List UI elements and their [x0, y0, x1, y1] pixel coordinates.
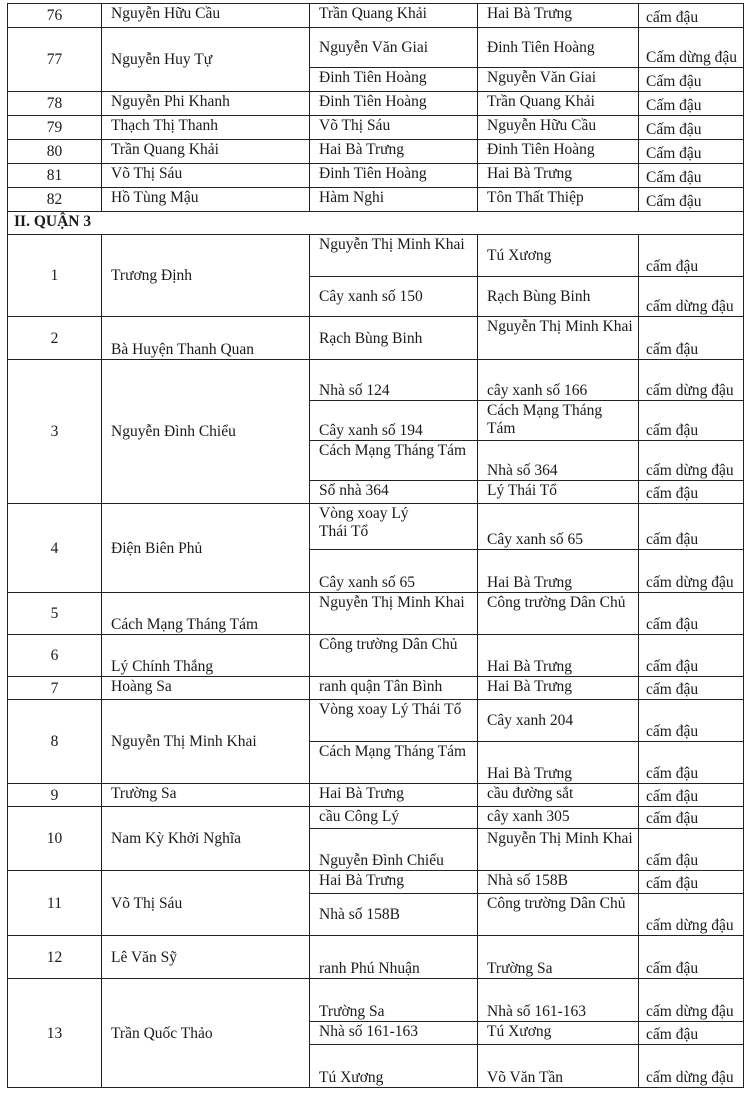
street-name: Võ Thị Sáu	[102, 871, 310, 936]
street-name: Hoàng Sa	[102, 677, 310, 700]
segment-from: Nhà số 124	[310, 360, 478, 401]
segment-to: Rạch Bùng Binh	[478, 277, 639, 317]
restriction-status: cấm dừng đậu	[639, 1045, 744, 1088]
restriction-status: cấm dừng đậu	[639, 360, 744, 401]
street-name: Nguyễn Hữu Cầu	[102, 4, 310, 28]
table-row	[8, 979, 744, 1022]
segment-to: Cây xanh số 65	[478, 504, 639, 550]
segment-from: ranh Phú Nhuận	[310, 936, 478, 979]
street-name: Nguyễn Phi Khanh	[102, 92, 310, 116]
segment-to: Nguyễn Thị Minh Khai	[478, 317, 639, 360]
table-row	[8, 871, 744, 894]
row-number: 8	[8, 700, 102, 784]
restriction-status: cấm dừng đậu	[639, 979, 744, 1022]
table-row	[8, 164, 744, 188]
restriction-status: cấm đậu	[639, 1022, 744, 1045]
segment-to: Hai Bà Trưng	[478, 164, 639, 188]
restriction-status: Cấm đậu	[639, 140, 744, 164]
row-number: 76	[8, 4, 102, 28]
table-row	[8, 360, 744, 401]
row-number: 78	[8, 92, 102, 116]
segment-to: cây xanh số 166	[478, 360, 639, 401]
row-number: 82	[8, 188, 102, 212]
segment-to: Nguyễn Hữu Cầu	[478, 116, 639, 140]
restriction-status: Cấm đậu	[639, 164, 744, 188]
table-row	[8, 92, 744, 116]
row-number: 1	[8, 235, 102, 317]
table-row	[8, 28, 744, 68]
parking-restriction-table	[7, 3, 744, 1088]
segment-from: Hai Bà Trưng	[310, 871, 478, 894]
segment-from: Cây xanh số 194	[310, 401, 478, 441]
section-title: II. QUẬN 3	[8, 212, 744, 235]
restriction-status: Cấm đậu	[639, 116, 744, 140]
segment-from: Hai Bà Trưng	[310, 784, 478, 807]
row-number: 79	[8, 116, 102, 140]
street-name: Trương Định	[102, 235, 310, 317]
street-name: Thạch Thị Thanh	[102, 116, 310, 140]
street-name: Cách Mạng Tháng Tám	[102, 593, 310, 635]
segment-from: ranh quận Tân Bình	[310, 677, 478, 700]
segment-from: Hai Bà Trưng	[310, 140, 478, 164]
restriction-status: cấm đậu	[639, 317, 744, 360]
street-name: Trần Quang Khải	[102, 140, 310, 164]
row-number: 4	[8, 504, 102, 593]
segment-from: Cây xanh số 65	[310, 550, 478, 593]
table-row	[8, 784, 744, 807]
restriction-status: cấm đậu	[639, 4, 744, 28]
segment-to: Đinh Tiên Hoàng	[478, 140, 639, 164]
segment-to: Tú Xương	[478, 1022, 639, 1045]
row-number: 5	[8, 593, 102, 635]
segment-from: Tú Xương	[310, 1045, 478, 1088]
street-name: Nguyễn Thị Minh Khai	[102, 700, 310, 784]
table-row	[8, 188, 744, 212]
segment-from: Vòng xoay Lý Thái Tổ	[310, 504, 478, 550]
segment-to: Hai Bà Trưng	[478, 742, 639, 784]
restriction-status: cấm dừng đậu	[639, 277, 744, 317]
segment-from: Võ Thị Sáu	[310, 116, 478, 140]
segment-from: Cách Mạng Tháng Tám	[310, 742, 478, 784]
segment-to: Hai Bà Trưng	[478, 677, 639, 700]
segment-from: Trần Quang Khải	[310, 4, 478, 28]
segment-to: Nguyễn Văn Giai	[478, 68, 639, 92]
restriction-status: cấm đậu	[639, 401, 744, 441]
segment-from: Rạch Bùng Binh	[310, 317, 478, 360]
restriction-status: cấm đậu	[639, 807, 744, 829]
segment-to: Công trường Dân Chủ	[478, 593, 639, 635]
row-number: 7	[8, 677, 102, 700]
restriction-status: cấm đậu	[639, 635, 744, 677]
segment-to: Nhà số 161-163	[478, 979, 639, 1022]
segment-to: Trần Quang Khải	[478, 92, 639, 116]
restriction-status: cấm đậu	[639, 871, 744, 894]
street-name: Hồ Tùng Mậu	[102, 188, 310, 212]
row-number: 10	[8, 807, 102, 871]
section-header	[8, 212, 744, 235]
segment-to: Lý Thái Tổ	[478, 481, 639, 504]
table-row	[8, 4, 744, 28]
segment-from: Đinh Tiên Hoàng	[310, 68, 478, 92]
segment-to: Hai Bà Trưng	[478, 550, 639, 593]
row-number: 2	[8, 317, 102, 360]
table-row	[8, 116, 744, 140]
row-number: 77	[8, 28, 102, 92]
row-number: 3	[8, 360, 102, 504]
segment-to: cây xanh 305	[478, 807, 639, 829]
restriction-status: Cấm đậu	[639, 92, 744, 116]
segment-from: Nhà số 161-163	[310, 1022, 478, 1045]
restriction-status: cấm đậu	[639, 677, 744, 700]
restriction-status: cấm đậu	[639, 829, 744, 871]
street-name: Lê Văn Sỹ	[102, 936, 310, 979]
restriction-status: Cấm đậu	[639, 188, 744, 212]
table-row	[8, 317, 744, 360]
restriction-status: cấm dừng đậu	[639, 550, 744, 593]
table-row	[8, 235, 744, 277]
segment-to: Cây xanh 204	[478, 700, 639, 742]
restriction-status: cấm đậu	[639, 742, 744, 784]
segment-from: Vòng xoay Lý Thái Tổ	[310, 700, 478, 742]
segment-to: Hai Bà Trưng	[478, 635, 639, 677]
segment-to: Trường Sa	[478, 936, 639, 979]
segment-from: Trường Sa	[310, 979, 478, 1022]
table-row	[8, 807, 744, 829]
restriction-status: Cấm đậu	[639, 68, 744, 92]
segment-from: Nguyễn Văn Giai	[310, 28, 478, 68]
segment-from: Số nhà 364	[310, 481, 478, 504]
segment-from: Nhà số 158B	[310, 894, 478, 936]
segment-to: cầu đường sắt	[478, 784, 639, 807]
row-number: 13	[8, 979, 102, 1088]
table-row	[8, 504, 744, 550]
restriction-status: cấm đậu	[639, 784, 744, 807]
row-number: 81	[8, 164, 102, 188]
segment-from: Cây xanh số 150	[310, 277, 478, 317]
table-row	[8, 635, 744, 677]
street-name: Trần Quốc Thảo	[102, 979, 310, 1088]
street-name: Nguyễn Huy Tự	[102, 28, 310, 92]
restriction-status: cấm dừng đậu	[639, 894, 744, 936]
street-name: Lý Chính Thắng	[102, 635, 310, 677]
restriction-status: cấm đậu	[639, 235, 744, 277]
restriction-status: cấm đậu	[639, 593, 744, 635]
table-row	[8, 936, 744, 979]
segment-to: Tôn Thất Thiệp	[478, 188, 639, 212]
segment-to: Công trường Dân Chủ	[478, 894, 639, 936]
table-row	[8, 593, 744, 635]
segment-to: Nhà số 364	[478, 441, 639, 481]
street-name: Võ Thị Sáu	[102, 164, 310, 188]
restriction-status: Cấm dừng đậu	[639, 28, 744, 68]
street-name: Trường Sa	[102, 784, 310, 807]
street-name: Nguyễn Đình Chiểu	[102, 360, 310, 504]
segment-from: Đinh Tiên Hoàng	[310, 164, 478, 188]
segment-to: Đinh Tiên Hoàng	[478, 28, 639, 68]
restriction-status: cấm đậu	[639, 936, 744, 979]
segment-from: Nguyễn Thị Minh Khai	[310, 235, 478, 277]
restriction-status: cấm dừng đậu	[639, 441, 744, 481]
segment-from: Nguyễn Đình Chiểu	[310, 829, 478, 871]
segment-from: Cách Mạng Tháng Tám	[310, 441, 478, 481]
segment-to: Cách Mạng Tháng Tám	[478, 401, 639, 441]
street-name: Điện Biên Phủ	[102, 504, 310, 593]
street-name: Nam Kỳ Khởi Nghĩa	[102, 807, 310, 871]
segment-from: cầu Công Lý	[310, 807, 478, 829]
segment-to: Tú Xương	[478, 235, 639, 277]
restriction-status: cấm đậu	[639, 504, 744, 550]
segment-from: Công trường Dân Chủ	[310, 635, 478, 677]
segment-to: Hai Bà Trưng	[478, 4, 639, 28]
segment-from: Đinh Tiên Hoàng	[310, 92, 478, 116]
table-row	[8, 700, 744, 742]
street-name: Bà Huyện Thanh Quan	[102, 317, 310, 360]
row-number: 6	[8, 635, 102, 677]
table-row	[8, 677, 744, 700]
segment-from: Hàm Nghi	[310, 188, 478, 212]
segment-from: Nguyễn Thị Minh Khai	[310, 593, 478, 635]
segment-to: Nhà số 158B	[478, 871, 639, 894]
table-row	[8, 140, 744, 164]
segment-to: Nguyễn Thị Minh Khai	[478, 829, 639, 871]
restriction-status: cấm đậu	[639, 700, 744, 742]
segment-to: Võ Văn Tần	[478, 1045, 639, 1088]
restriction-status: cấm đậu	[639, 481, 744, 504]
row-number: 12	[8, 936, 102, 979]
row-number: 9	[8, 784, 102, 807]
row-number: 11	[8, 871, 102, 936]
row-number: 80	[8, 140, 102, 164]
